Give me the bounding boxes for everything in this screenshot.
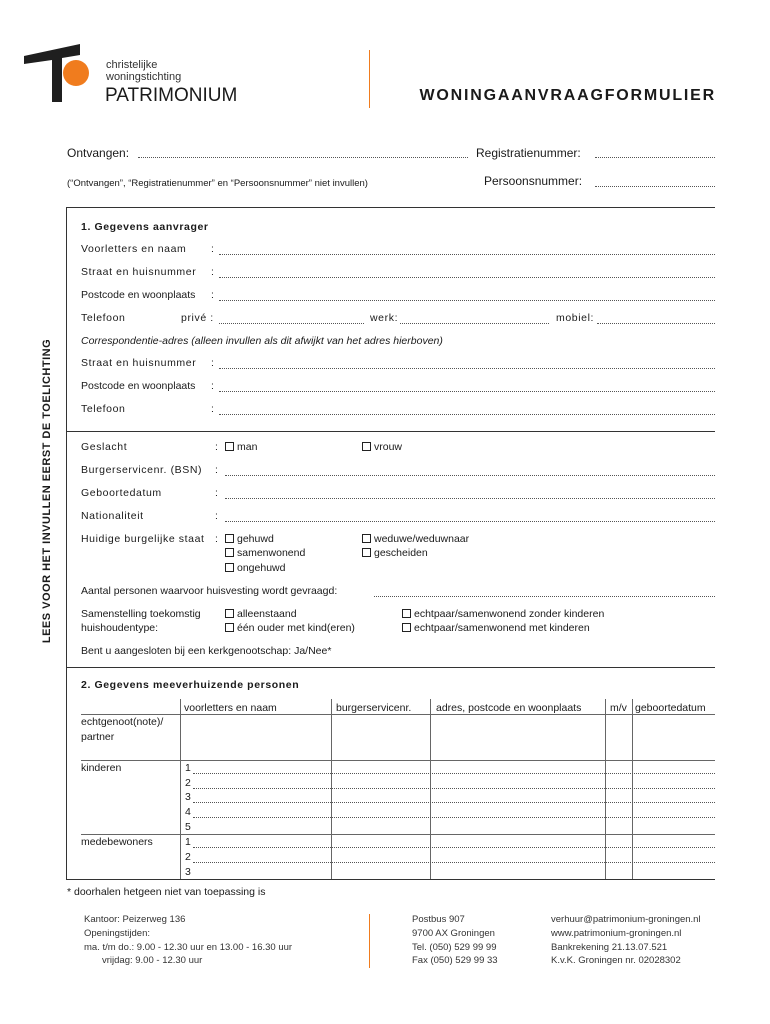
civil-gescheiden-option[interactable] [362, 547, 428, 560]
household-label-1: Samenstelling toekomstig [81, 608, 201, 620]
regnr-field[interactable] [595, 157, 715, 158]
footer-weekdays: ma. t/m do.: 9.00 - 12.30 uur en 13.00 - 16.30 uur [84, 942, 293, 953]
civil-gehuwd-option[interactable] [225, 533, 274, 546]
footer-hours: Openingstijden: [84, 928, 151, 939]
section1-title: 1. Gegevens aanvrager [81, 221, 209, 233]
col-header-bsn: burgerservicenr. [336, 702, 412, 714]
checkbox-icon[interactable] [225, 609, 234, 618]
logo-mark-icon [22, 42, 102, 104]
household-zonder-option[interactable] [402, 608, 604, 621]
option-label: ongehuwd [237, 562, 286, 574]
table-col-line [180, 699, 181, 879]
checkbox-icon[interactable] [225, 534, 234, 543]
nationality-field[interactable] [225, 521, 715, 522]
col-header-gender: m/v [610, 702, 627, 714]
bsn-label: Burgerservicenr. (BSN) [81, 464, 203, 476]
header-note: (“Ontvangen”, “Registratienummer” en “Persoonsnummer” niet invullen) [67, 178, 368, 189]
table-row-line [81, 760, 715, 761]
corr-phone-field[interactable] [219, 414, 715, 415]
side-instruction: LEES VOOR HET INVULLEN EERST DE TOELICHTING [41, 338, 53, 644]
table-col-line [331, 699, 332, 879]
footnote: * doorhalen hetgeen niet van toepassing is [67, 886, 266, 898]
frame-top [66, 207, 715, 208]
partner-label-2: partner [81, 731, 115, 743]
option-label: samenwonend [237, 547, 306, 559]
footer-po: Postbus 907 [412, 914, 465, 925]
checkbox-icon[interactable] [225, 563, 234, 572]
household-eenouder-option[interactable] [225, 622, 355, 635]
brand-line1: christelijke [106, 59, 158, 71]
child-row-num: 1 [185, 762, 191, 774]
corr-heading: Correspondentie-adres (alleen invullen als dit afwijkt van het adres hierboven) [81, 335, 443, 347]
corr-phone-label: Telefoon [81, 403, 126, 415]
colon: : [211, 289, 214, 301]
colon: : [211, 380, 214, 392]
corr-postcode-label: Postcode en woonplaats [81, 380, 196, 392]
child-row-line[interactable] [193, 817, 715, 818]
corr-street-label: Straat en huisnummer [81, 357, 197, 369]
table-col-line [632, 699, 633, 879]
section2-title: 2. Gegevens meeverhuizende personen [81, 679, 300, 691]
table-header-line [81, 714, 715, 715]
col-header-address: adres, postcode en woonplaats [436, 702, 582, 714]
persons-label: Aantal personen waarvoor huisvesting wordt gevraagd: [81, 585, 338, 597]
footer-tel: Tel. (050) 529 99 99 [412, 942, 497, 953]
children-label: kinderen [81, 762, 122, 774]
name-field[interactable] [219, 254, 715, 255]
personnr-field[interactable] [595, 186, 715, 187]
cohab-row-line[interactable] [193, 862, 715, 863]
cohab-row-line[interactable] [193, 847, 715, 848]
phone-prive-label: privé : [181, 312, 214, 324]
option-label: echtpaar/samenwonend met kinderen [414, 622, 590, 634]
header-divider [369, 50, 370, 108]
footer-web[interactable]: www.patrimonium-groningen.nl [551, 928, 682, 939]
checkbox-icon[interactable] [362, 442, 371, 451]
colon: : [211, 266, 214, 278]
dob-label: Geboortedatum [81, 487, 162, 499]
table-col-line [605, 699, 606, 879]
option-label: alleenstaand [237, 608, 297, 620]
gender-man-option[interactable] [225, 441, 257, 454]
option-label: gehuwd [237, 533, 274, 545]
street-label: Straat en huisnummer [81, 266, 197, 278]
footer-city: 9700 AX Groningen [412, 928, 495, 939]
phone-work-label: werk: [370, 312, 399, 324]
civil-samenwonend-option[interactable] [225, 547, 305, 560]
corr-street-field[interactable] [219, 368, 715, 369]
civil-label: Huidige burgelijke staat [81, 533, 205, 545]
child-row-num: 3 [185, 791, 191, 803]
option-label: één ouder met kind(eren) [237, 622, 355, 634]
postcode-label: Postcode en woonplaats [81, 289, 196, 301]
frame-left [66, 207, 67, 879]
child-row-num: 2 [185, 777, 191, 789]
table-row-line [81, 834, 715, 835]
civil-ongehuwd-option[interactable] [225, 562, 285, 575]
footer-bank: Bankrekening 21.13.07.521 [551, 942, 668, 953]
col-header-dob: geboortedatum [635, 702, 706, 714]
checkbox-icon[interactable] [402, 623, 411, 632]
child-row-line[interactable] [193, 773, 715, 774]
phone-prive-field[interactable] [219, 323, 364, 324]
phone-mobile-label: mobiel: [556, 312, 595, 324]
cohab-row-num: 1 [185, 836, 191, 848]
option-label: gescheiden [374, 547, 428, 559]
colon: : [215, 510, 218, 522]
cohabitants-label: medebewoners [81, 836, 153, 848]
section-divider-2 [66, 667, 715, 668]
corr-postcode-field[interactable] [219, 391, 715, 392]
option-label: echtpaar/samenwonend zonder kinderen [414, 608, 605, 620]
footer-email[interactable]: verhuur@patrimonium-groningen.nl [551, 914, 701, 925]
checkbox-icon[interactable] [225, 442, 234, 451]
partner-label-1: echtgenoot(note)/ [81, 716, 164, 728]
church-question: Bent u aangesloten bij een kerkgenootschap: Ja/Nee* [81, 645, 332, 657]
household-label-2: huishoudentype: [81, 622, 159, 634]
checkbox-icon[interactable] [225, 623, 234, 632]
phone-label: Telefoon [81, 312, 126, 324]
household-met-option[interactable] [402, 622, 590, 635]
persons-field[interactable] [374, 596, 715, 597]
option-label: vrouw [374, 441, 403, 453]
street-field[interactable] [219, 277, 715, 278]
child-row-num: 5 [185, 821, 191, 833]
household-alleenstaand-option[interactable] [225, 608, 297, 621]
civil-weduwe-option[interactable] [362, 533, 469, 546]
frame-bottom [66, 879, 715, 880]
postcode-field[interactable] [219, 300, 715, 301]
colon: : [215, 487, 218, 499]
phone-work-field[interactable] [400, 323, 549, 324]
colon: : [211, 403, 214, 415]
table-col-line [430, 699, 431, 879]
footer-kvk: K.v.K. Groningen nr. 02028302 [551, 955, 681, 966]
nationality-label: Nationaliteit [81, 510, 144, 522]
footer-fax: Fax (050) 529 99 33 [412, 955, 498, 966]
gender-vrouw-option[interactable] [362, 441, 402, 454]
form-title: WONINGAANVRAAGFORMULIER [419, 87, 716, 104]
colon: : [211, 357, 214, 369]
brand-name: PATRIMONIUM [105, 85, 238, 106]
option-label: man [237, 441, 258, 453]
cohab-row-num: 2 [185, 851, 191, 863]
bsn-field[interactable] [225, 475, 715, 476]
logo [22, 42, 102, 104]
section-divider-1 [66, 431, 715, 432]
dob-field[interactable] [225, 498, 715, 499]
gender-label: Geslacht [81, 441, 128, 453]
regnr-label: Registratienummer: [476, 146, 581, 160]
colon: : [215, 441, 218, 453]
col-header-name: voorletters en naam [184, 702, 277, 714]
received-field[interactable] [138, 157, 468, 158]
footer-office: Kantoor: Peizerweg 136 [84, 914, 186, 925]
colon: : [211, 243, 214, 255]
option-label: weduwe/weduwnaar [374, 533, 470, 545]
cohab-row-num: 3 [185, 866, 191, 878]
colon: : [215, 533, 218, 545]
footer-divider [369, 914, 370, 968]
colon: : [215, 464, 218, 476]
child-row-line[interactable] [193, 802, 715, 803]
phone-mobile-field[interactable] [597, 323, 715, 324]
checkbox-icon[interactable] [225, 548, 234, 557]
checkbox-icon[interactable] [362, 534, 371, 543]
child-row-num: 4 [185, 806, 191, 818]
name-label: Voorletters en naam [81, 243, 187, 255]
checkbox-icon[interactable] [362, 548, 371, 557]
personnr-label: Persoonsnummer: [484, 174, 583, 188]
brand-line2: woningstichting [106, 71, 182, 83]
received-label: Ontvangen: [67, 146, 130, 160]
footer-friday: vrijdag: 9.00 - 12.30 uur [102, 955, 203, 966]
checkbox-icon[interactable] [402, 609, 411, 618]
child-row-line[interactable] [193, 788, 715, 789]
